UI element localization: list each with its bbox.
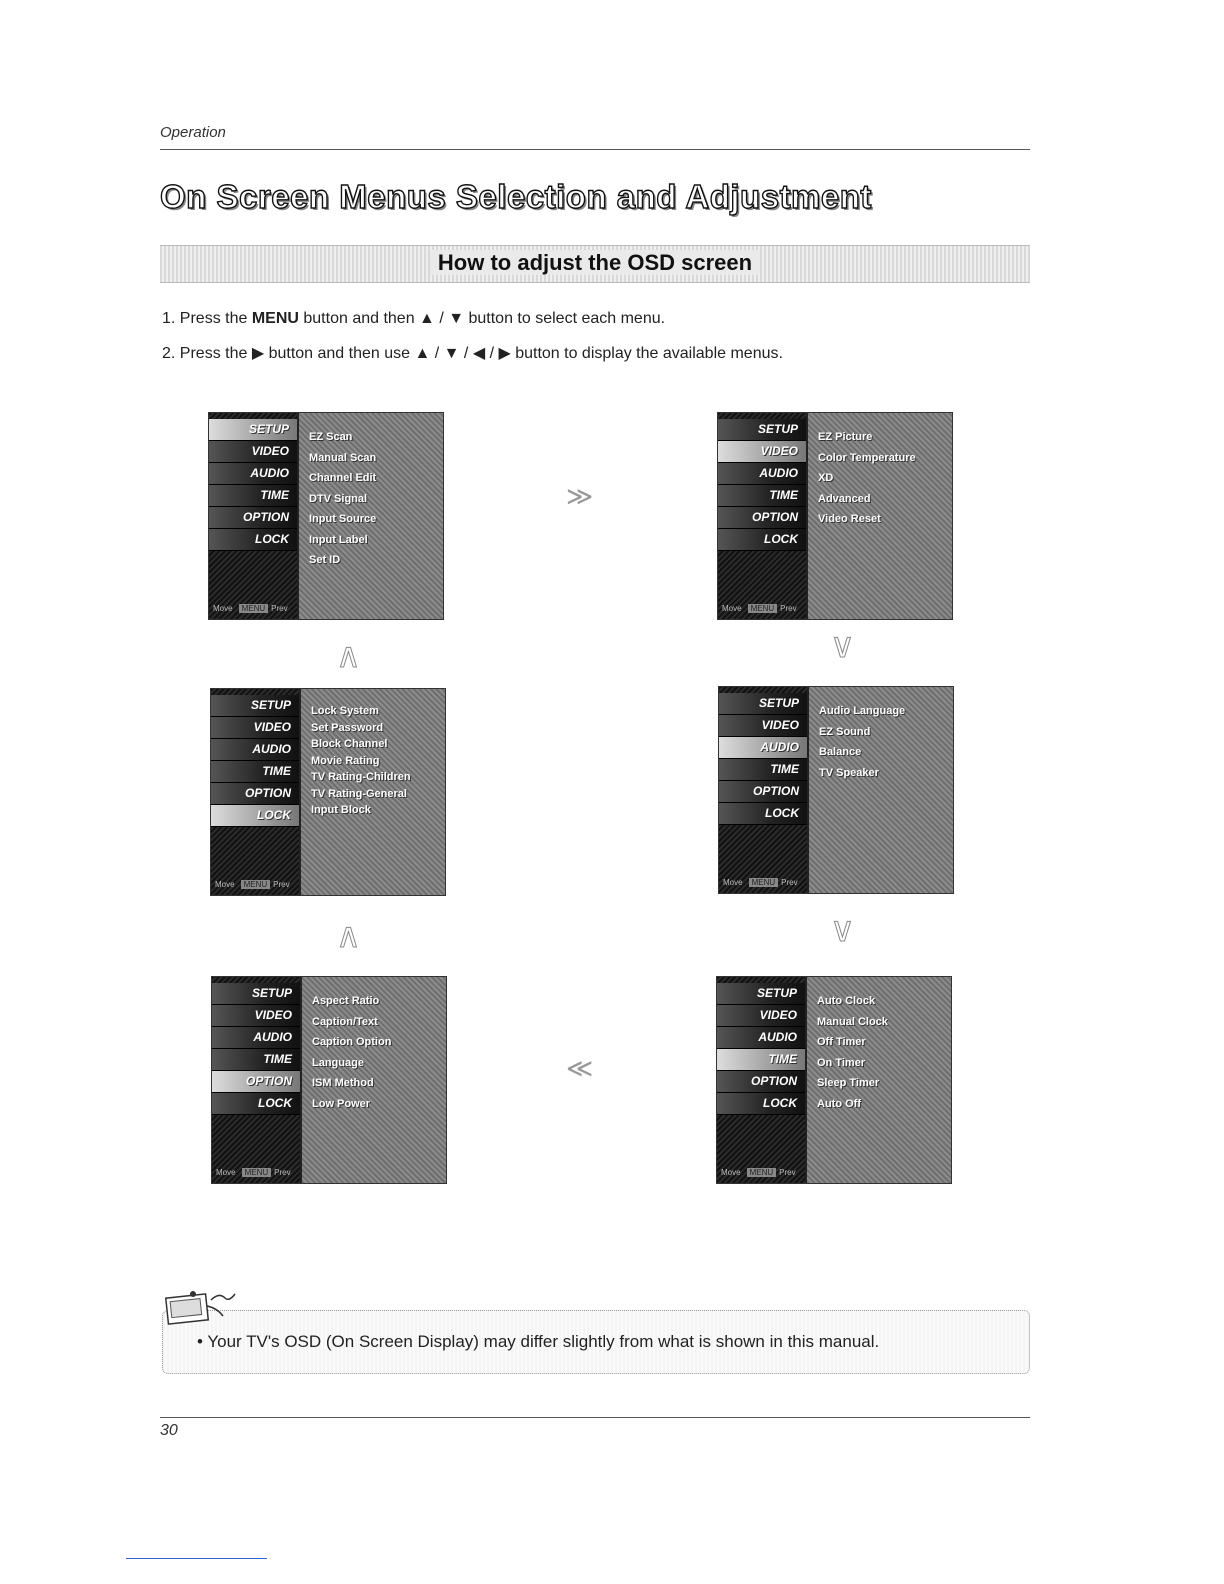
osd-tab-time[interactable]: TIME	[719, 759, 807, 781]
osd-submenu-item[interactable]: Block Channel	[311, 738, 388, 750]
bottom-link-underline	[126, 1558, 267, 1559]
osd-submenu-item[interactable]: Color Temperature	[818, 451, 916, 464]
osd-footer	[722, 604, 797, 613]
osd-submenu-item[interactable]: Balance	[819, 746, 862, 758]
note-box	[162, 1310, 1030, 1374]
osd-submenu	[819, 701, 949, 783]
osd-screen-video	[717, 412, 953, 620]
arrow-down-icon: ∨	[830, 626, 855, 666]
osd-footer-menu-key: MENU	[747, 1168, 777, 1177]
arrow-up-icon: ∧	[336, 636, 361, 676]
subheading: How to adjust the OSD screen	[430, 250, 760, 275]
osd-tab-time[interactable]: TIME	[211, 761, 299, 783]
osd-tab-audio[interactable]: AUDIO	[212, 1027, 300, 1049]
osd-submenu-item[interactable]: Language	[312, 1056, 364, 1069]
osd-menu-tabs	[209, 413, 299, 619]
osd-tab-setup[interactable]: SETUP	[718, 419, 806, 441]
osd-submenu-item[interactable]: Advanced	[818, 492, 871, 505]
osd-tab-lock[interactable]: LOCK	[718, 529, 806, 551]
osd-submenu-item[interactable]: EZ Picture	[818, 431, 873, 443]
osd-footer-prev: Prev	[274, 1168, 291, 1177]
osd-submenu-item[interactable]: EZ Sound	[819, 725, 871, 738]
osd-submenu-item[interactable]: Sleep Timer	[817, 1077, 880, 1089]
osd-tab-audio[interactable]: AUDIO	[211, 739, 299, 761]
osd-menu-tabs	[212, 977, 302, 1183]
osd-submenu-item[interactable]: Set Password	[311, 721, 384, 734]
osd-submenu	[309, 427, 439, 571]
osd-submenu-item[interactable]: Manual Clock	[817, 1015, 888, 1028]
header-rule	[160, 149, 1030, 150]
osd-tab-lock[interactable]: LOCK	[719, 803, 807, 825]
osd-footer-move: Move	[722, 604, 742, 613]
arrow-left-icon: ≪	[566, 1054, 594, 1084]
osd-screen-option	[211, 976, 447, 1184]
osd-tab-option[interactable]: OPTION	[719, 781, 807, 803]
osd-footer-move: Move	[723, 878, 743, 887]
osd-menu-tabs	[718, 413, 808, 619]
osd-tab-lock[interactable]: LOCK	[209, 529, 297, 551]
osd-submenu	[818, 427, 948, 530]
osd-submenu-item[interactable]: Input Label	[309, 533, 368, 546]
osd-footer-move: Move	[213, 604, 233, 613]
osd-submenu	[312, 991, 442, 1114]
menu-key-label: MENU	[251, 310, 299, 327]
osd-submenu-item[interactable]: Channel Edit	[309, 472, 377, 484]
osd-footer	[723, 878, 798, 887]
osd-tab-lock[interactable]: LOCK	[211, 805, 299, 827]
osd-submenu-item[interactable]: EZ Scan	[309, 431, 353, 443]
osd-screen-audio	[718, 686, 954, 894]
osd-tab-setup[interactable]: SETUP	[717, 983, 805, 1005]
osd-tab-audio[interactable]: AUDIO	[719, 737, 807, 759]
osd-footer-prev: Prev	[271, 604, 288, 613]
osd-tab-time[interactable]: TIME	[209, 485, 297, 507]
osd-submenu-item[interactable]: Input Block	[311, 804, 371, 816]
osd-submenu-item[interactable]: TV Speaker	[819, 766, 879, 779]
step-2: 2. Press the ▶ button and then use ▲ / ▼ / ◀ / ▶ button to display the available menus.	[162, 345, 783, 362]
osd-tab-audio[interactable]: AUDIO	[209, 463, 297, 485]
section-label: Operation	[160, 124, 226, 141]
osd-submenu	[817, 991, 947, 1114]
osd-submenu	[311, 703, 441, 819]
osd-tab-time[interactable]: TIME	[717, 1049, 805, 1071]
osd-footer-menu-key: MENU	[748, 604, 778, 613]
subheading-bar	[160, 245, 1030, 283]
osd-submenu-item[interactable]: Video Reset	[818, 513, 881, 525]
osd-tab-option[interactable]: OPTION	[211, 783, 299, 805]
osd-footer-prev: Prev	[779, 1168, 796, 1177]
osd-footer-move: Move	[215, 880, 235, 889]
osd-submenu-item[interactable]: Audio Language	[819, 705, 906, 717]
osd-tab-setup[interactable]: SETUP	[719, 693, 807, 715]
osd-submenu-item[interactable]: Manual Scan	[309, 451, 377, 464]
osd-submenu-item[interactable]: XD	[818, 472, 834, 484]
osd-screen-lock	[210, 688, 446, 896]
osd-submenu-item[interactable]: Low Power	[312, 1097, 371, 1110]
osd-submenu-item[interactable]: TV Rating-Children	[311, 771, 411, 783]
osd-tab-setup[interactable]: SETUP	[209, 419, 297, 441]
osd-footer	[216, 1168, 291, 1177]
osd-footer-move: Move	[721, 1168, 741, 1177]
osd-tab-video[interactable]: VIDEO	[209, 441, 297, 463]
page-number: 30	[160, 1422, 178, 1439]
osd-tab-video[interactable]: VIDEO	[212, 1005, 300, 1027]
footer-rule	[160, 1417, 1030, 1418]
osd-menu-tabs	[717, 977, 807, 1183]
osd-footer-menu-key: MENU	[239, 604, 269, 613]
osd-tab-time[interactable]: TIME	[212, 1049, 300, 1071]
osd-tab-lock[interactable]: LOCK	[717, 1093, 805, 1115]
page-title: On Screen Menus Selection and Adjustment	[160, 178, 872, 215]
osd-submenu-item[interactable]: On Timer	[817, 1056, 866, 1069]
osd-submenu-item[interactable]: Movie Rating	[311, 754, 380, 767]
osd-submenu-item[interactable]: Caption Option	[312, 1036, 392, 1048]
osd-submenu-item[interactable]: Caption/Text	[312, 1015, 378, 1028]
osd-tab-video[interactable]: VIDEO	[717, 1005, 805, 1027]
osd-footer	[721, 1168, 796, 1177]
osd-tab-setup[interactable]: SETUP	[212, 983, 300, 1005]
arrow-right-icon: ≫	[566, 482, 594, 512]
osd-menu-tabs	[719, 687, 809, 893]
osd-tab-option[interactable]: OPTION	[212, 1071, 300, 1093]
osd-submenu-item[interactable]: Off Timer	[817, 1036, 866, 1048]
osd-footer-menu-key: MENU	[242, 1168, 272, 1177]
osd-menu-tabs	[211, 689, 301, 895]
osd-footer-menu-key: MENU	[749, 878, 779, 887]
osd-footer-move: Move	[216, 1168, 236, 1177]
osd-screen-setup	[208, 412, 444, 620]
osd-submenu-item[interactable]: ISM Method	[312, 1077, 374, 1089]
osd-submenu-item[interactable]: Input Source	[309, 513, 377, 525]
osd-tab-audio[interactable]: AUDIO	[717, 1027, 805, 1049]
osd-submenu-item[interactable]: Set ID	[309, 554, 341, 566]
osd-tab-video[interactable]: VIDEO	[211, 717, 299, 739]
osd-submenu-item[interactable]: Lock System	[311, 705, 379, 717]
osd-submenu-item[interactable]: TV Rating-General	[311, 787, 407, 800]
osd-submenu-item[interactable]: DTV Signal	[309, 492, 368, 505]
osd-footer	[215, 880, 290, 889]
arrow-down-icon: ∨	[830, 910, 855, 950]
osd-submenu-item[interactable]: Auto Off	[817, 1097, 861, 1110]
osd-submenu-item[interactable]: Aspect Ratio	[312, 995, 380, 1007]
osd-tab-lock[interactable]: LOCK	[212, 1093, 300, 1115]
step-1: 1. Press the MENU button and then ▲ / ▼ button to select each menu.	[162, 310, 666, 327]
osd-tab-option[interactable]: OPTION	[717, 1071, 805, 1093]
osd-tab-video[interactable]: VIDEO	[719, 715, 807, 737]
osd-tab-time[interactable]: TIME	[718, 485, 806, 507]
osd-tab-audio[interactable]: AUDIO	[718, 463, 806, 485]
osd-footer-prev: Prev	[780, 604, 797, 613]
arrow-up-icon: ∧	[336, 916, 361, 956]
osd-footer	[213, 604, 288, 613]
note-text: • Your TV's OSD (On Screen Display) may differ slightly from what is shown in this manual.	[197, 1332, 880, 1351]
osd-tab-video[interactable]: VIDEO	[718, 441, 806, 463]
osd-screen-time	[716, 976, 952, 1184]
osd-footer-prev: Prev	[781, 878, 798, 887]
osd-tab-option[interactable]: OPTION	[718, 507, 806, 529]
osd-footer-prev: Prev	[273, 880, 290, 889]
osd-footer-menu-key: MENU	[241, 880, 271, 889]
note-hand-icon	[163, 1286, 243, 1332]
osd-tab-setup[interactable]: SETUP	[211, 695, 299, 717]
osd-tab-option[interactable]: OPTION	[209, 507, 297, 529]
osd-submenu-item[interactable]: Auto Clock	[817, 995, 876, 1007]
